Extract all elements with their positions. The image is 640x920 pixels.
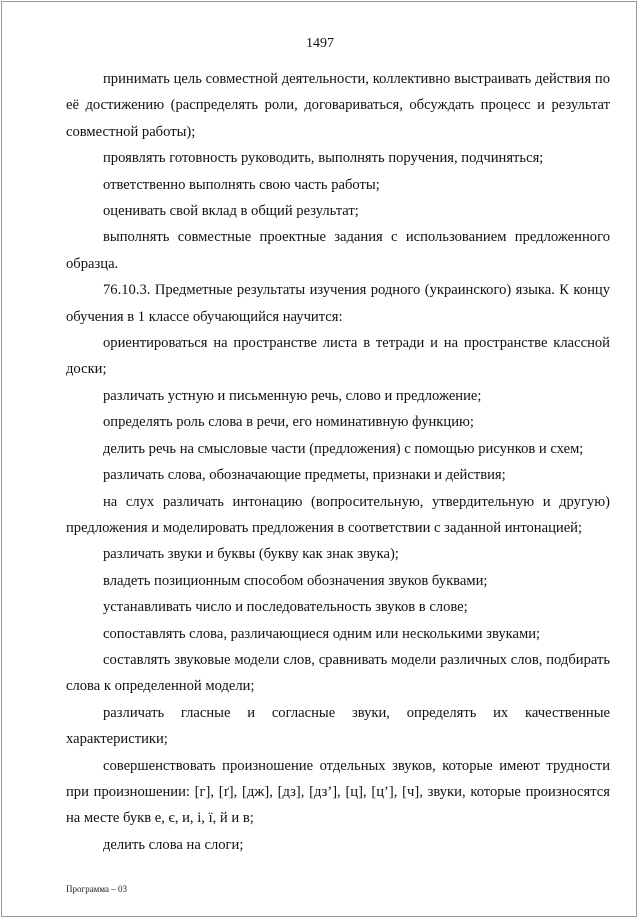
- paragraph: выполнять совместные проектные задания с использованием предложенного образца.: [66, 229, 610, 272]
- paragraph: совершенствовать произношение отдельных звуков, которые имеют трудности при произношении: [г], [ґ], [дж], [дз], [дз’], [ц], [ц’], [ч], звуки, которые произносятся на месте букв е, є, и, і, ї, й и в;: [66, 757, 610, 827]
- paragraph: на слух различать интонацию (вопросительную, утвердительную и другую) предложения и моделировать предложения в соответствии с заданной интонацией;: [66, 493, 610, 536]
- page-number: 1497: [306, 36, 334, 51]
- footer-label: Программа – 03: [66, 884, 128, 894]
- paragraph: различать звуки и буквы (букву как знак звука);: [103, 546, 399, 563]
- document-body: [66, 66, 610, 858]
- paragraph: владеть позиционным способом обозначения звуков буквами;: [103, 572, 488, 589]
- paragraph: делить речь на смысловые части (предложения) с помощью рисунков и схем;: [103, 440, 584, 457]
- paragraph: различать слова, обозначающие предметы, признаки и действия;: [103, 467, 506, 484]
- paragraph: различать устную и письменную речь, слово и предложение;: [103, 387, 482, 404]
- paragraph: оценивать свой вклад в общий результат;: [103, 203, 359, 220]
- paragraph: сопоставлять слова, различающиеся одним или несколькими звуками;: [103, 625, 541, 642]
- paragraph: делить слова на слоги;: [103, 836, 244, 853]
- paragraph: проявлять готовность руководить, выполнять поручения, подчиняться;: [103, 150, 544, 167]
- paragraph: ориентироваться на пространстве листа в тетради и на пространстве классной доски;: [66, 335, 610, 378]
- paragraph: различать гласные и согласные звуки, определять их качественные характеристики;: [66, 704, 610, 748]
- paragraph: составлять звуковые модели слов, сравнивать модели различных слов, подбирать слова к определенной модели;: [66, 651, 610, 695]
- paragraph: устанавливать число и последовательность звуков в слове;: [103, 599, 468, 616]
- section-heading-paragraph: 76.10.3. Предметные результаты изучения родного (украинского) языка. К концу обучения в 1 классе обучающийся научится:: [66, 282, 610, 325]
- paragraph: определять роль слова в речи, его номинативную функцию;: [103, 414, 474, 431]
- paragraph: принимать цель совместной деятельности, коллективно выстраивать действия по её достижению (распределять роли, договариваться, обсуждать процесс и результат совместной работы);: [66, 71, 610, 140]
- paragraph: ответственно выполнять свою часть работы;: [103, 176, 380, 193]
